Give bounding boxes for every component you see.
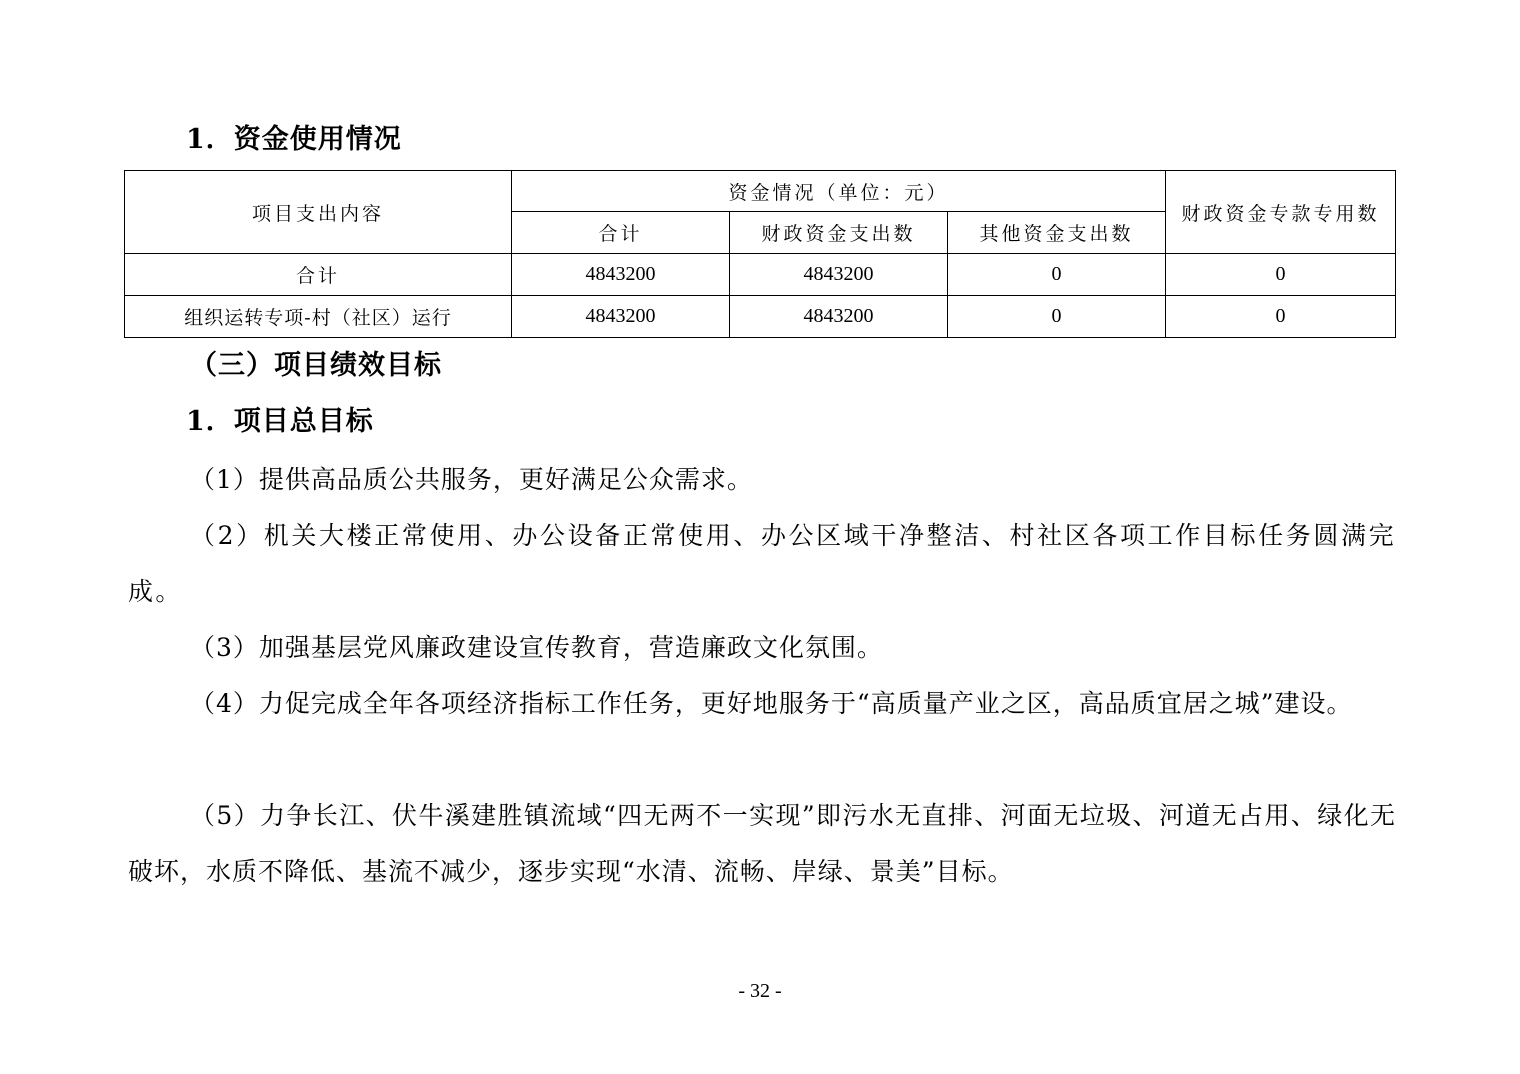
row-special: 0: [1166, 296, 1396, 338]
header-content: 项目支出内容: [125, 171, 512, 254]
table-header-row: [125, 171, 1396, 212]
section-heading-fund-usage: 1．资金使用情况: [186, 124, 402, 155]
header-fiscal-expense: 财政资金支出数: [730, 212, 948, 254]
row-special: 0: [1166, 254, 1396, 296]
table-row: [125, 254, 1396, 296]
header-other-expense: 其他资金支出数: [948, 212, 1166, 254]
row-other: 0: [948, 254, 1166, 296]
row-other: 0: [948, 296, 1166, 338]
row-content: 合计: [125, 254, 512, 296]
row-fiscal: 4843200: [730, 254, 948, 296]
row-content: 组织运转专项-村（社区）运行: [125, 296, 512, 338]
header-fund-status: 资金情况（单位：元）: [512, 171, 1166, 212]
row-fiscal: 4843200: [730, 296, 948, 338]
goal-paragraph: （2）机关大楼正常使用、办公设备正常使用、办公区域干净整洁、村社区各项工作目标任务圆满完成。: [128, 521, 1396, 606]
goal-paragraph: （4）力促完成全年各项经济指标工作任务，更好地服务于“高质量产业之区，高品质宜居之城”建设。: [190, 689, 1353, 718]
header-total: 合计: [512, 212, 730, 254]
section-heading-perf-goals: （三）项目绩效目标: [190, 350, 442, 381]
table-row: [125, 296, 1396, 338]
goal-paragraph: （1）提供高品质公共服务，更好满足公众需求。: [190, 465, 753, 494]
goal-paragraph: （5）力争长江、伏牛溪建胜镇流域“四无两不一实现”即污水无直排、河面无垃圾、河道无占用、绿化无破坏，水质不降低、基流不减少，逐步实现“水清、流畅、岸绿、景美”目标。: [128, 801, 1396, 886]
row-total: 4843200: [512, 254, 730, 296]
fund-usage-table: [124, 170, 1396, 338]
goal-paragraph: （3）加强基层党风廉政建设宣传教育，营造廉政文化氛围。: [190, 633, 883, 662]
header-special-use: 财政资金专款专用数: [1166, 171, 1396, 254]
section-heading-overall-goal: 1．项目总目标: [186, 406, 374, 437]
page-number: - 32 -: [738, 980, 782, 1002]
row-total: 4843200: [512, 296, 730, 338]
